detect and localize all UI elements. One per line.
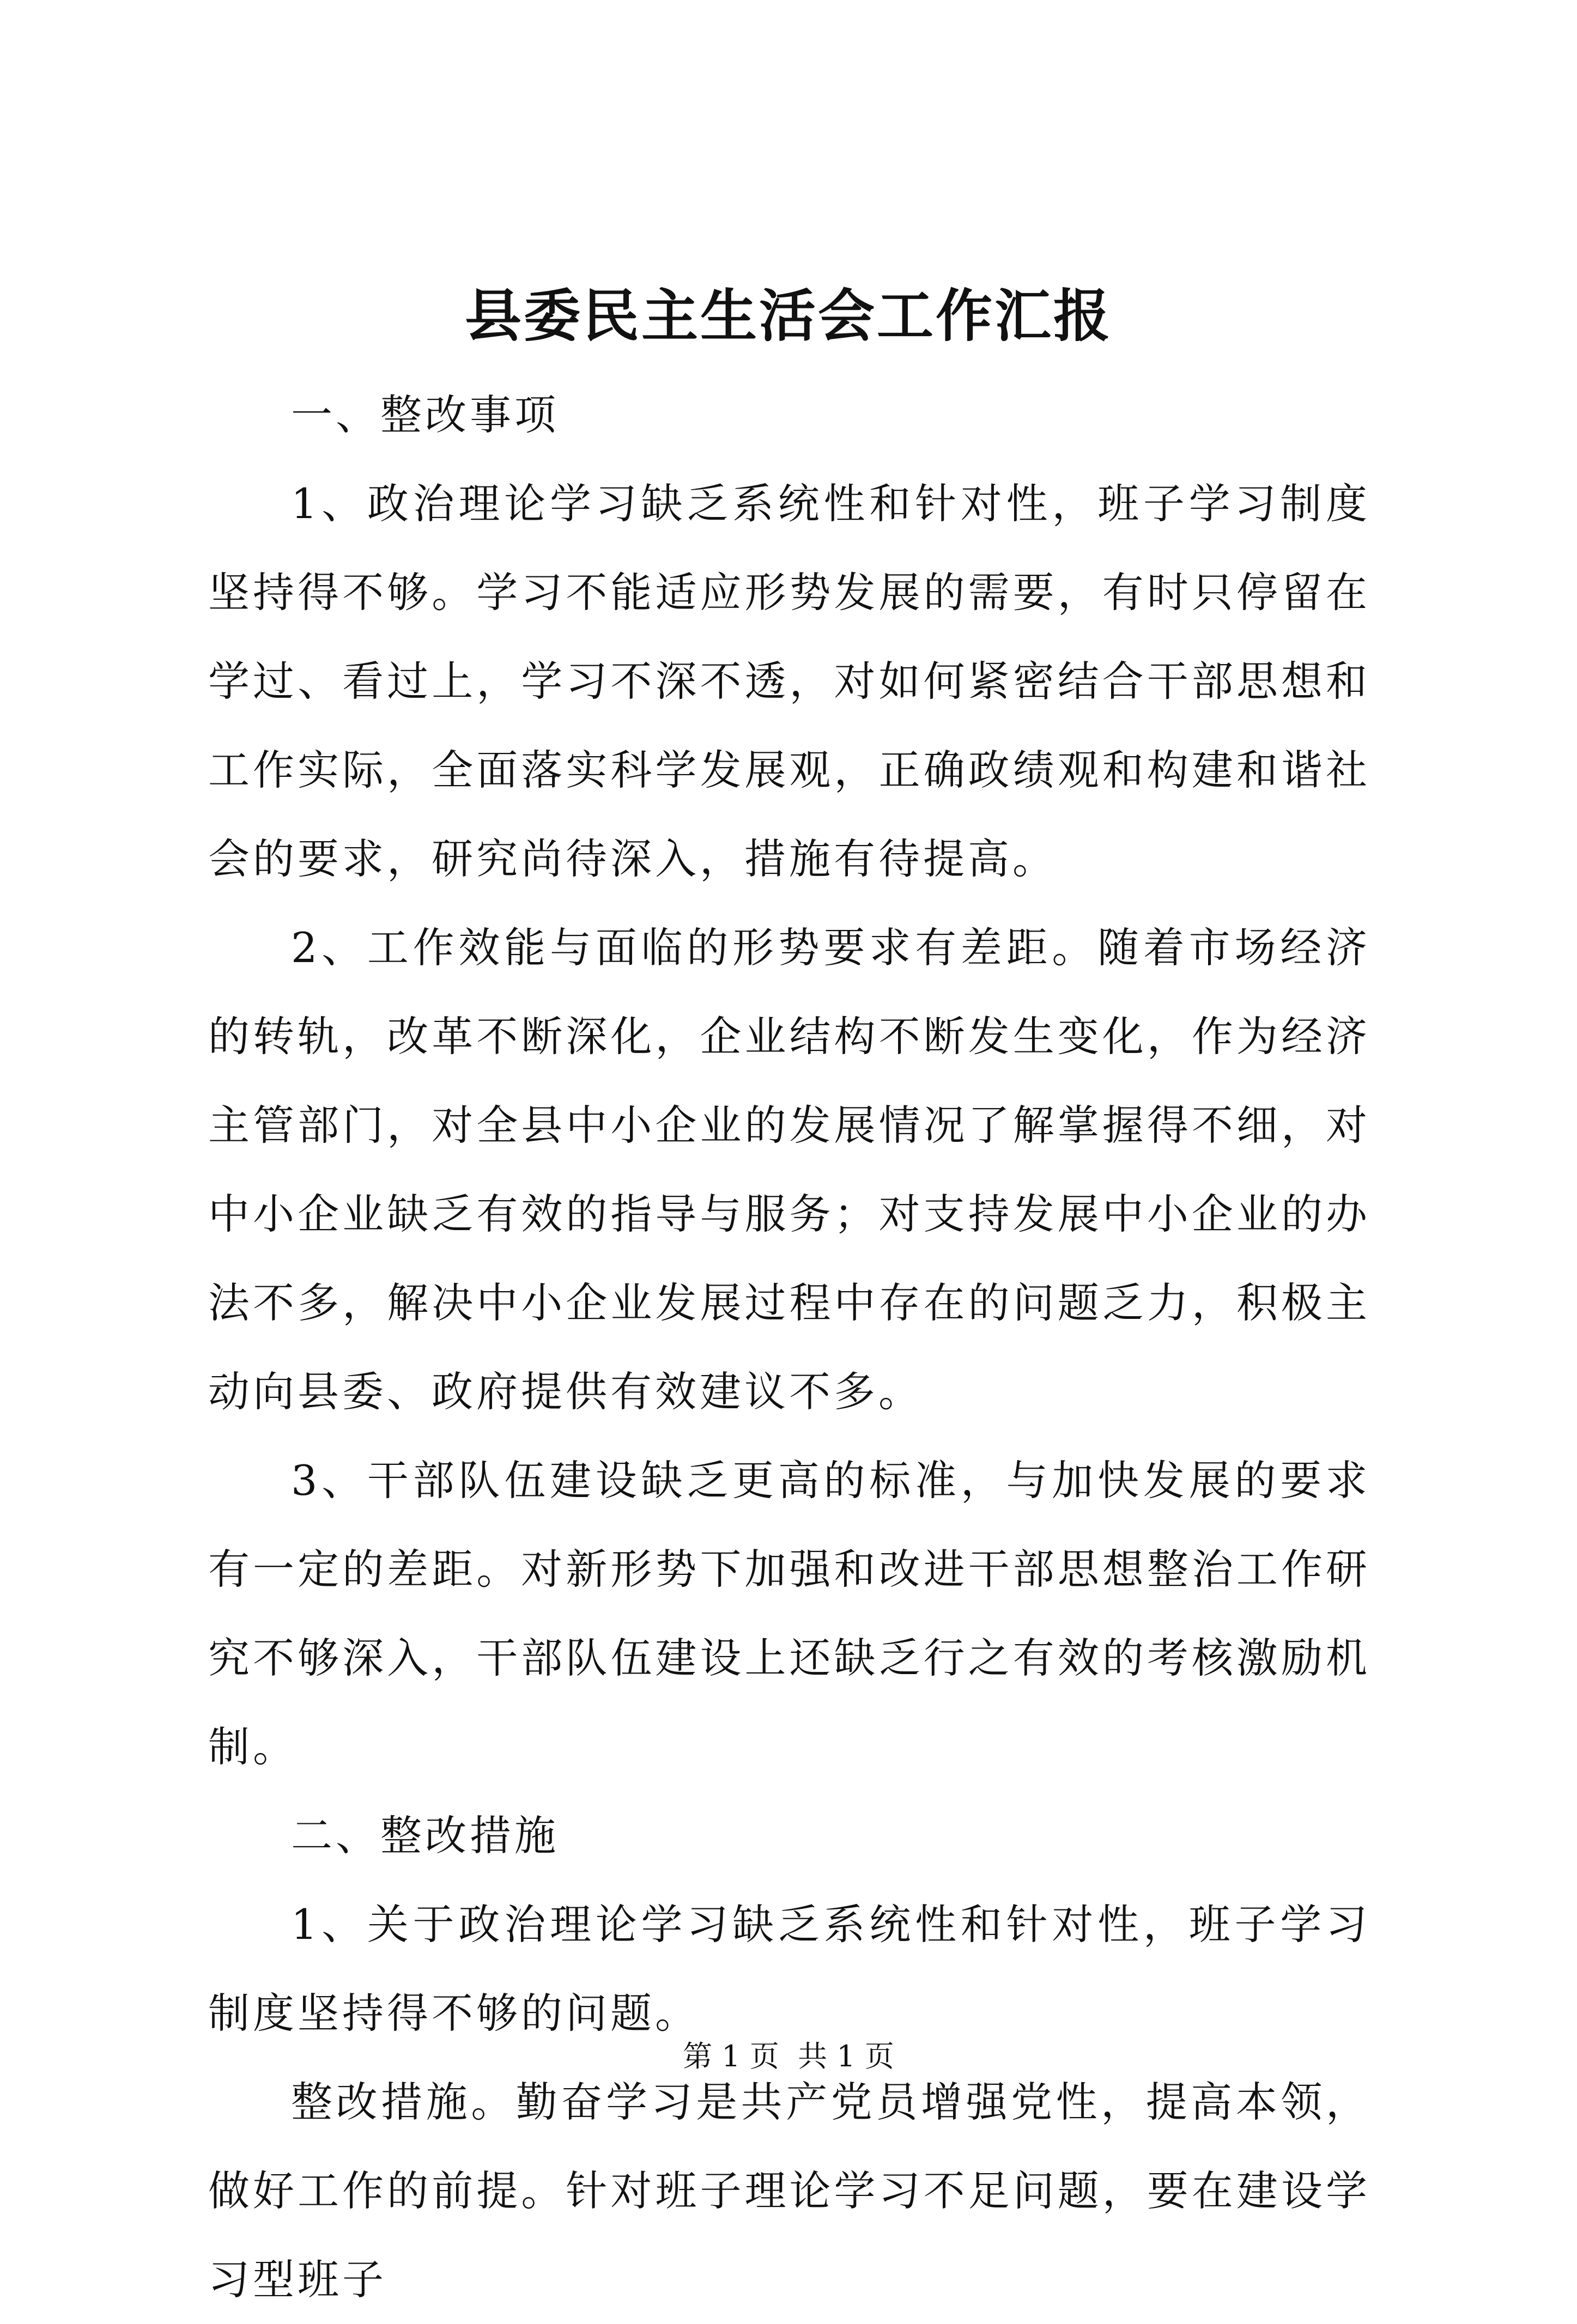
paragraph-item-2: 2、工作效能与面临的形势要求有差距。随着市场经济的转轨，改革不断深化，企业结构不断发生变化，作为经济主管部门，对全县中小企业的发展情况了解掌握得不细，对中小企业缺乏有效的指导与服务；对支持发展中小企业的办法不多，解决中小企业发展过程中存在的问题乏力，积极主动向县委、政府提供有效建议不多。 bbox=[208, 923, 1370, 1416]
section-heading-rectification-measures: 二、整改措施 bbox=[291, 1811, 559, 1860]
page-total: 共 1 页 bbox=[798, 2039, 894, 2073]
page-footer bbox=[0, 2035, 1577, 2078]
paragraph-item-1: 1、政治理论学习缺乏系统性和针对性，班子学习制度坚持得不够。学习不能适应形势发展的需要，有时只停留在学过、看过上，学习不深不透，对如何紧密结合干部思想和工作实际，全面落实科学发展观，正确政绩观和构建和谐社会的要求，研究尚待深入，措施有待提高。 bbox=[208, 479, 1370, 883]
section-heading-rectification-items: 一、整改事项 bbox=[291, 391, 559, 439]
document-title: 县委民主生活会工作汇报 bbox=[464, 282, 1112, 349]
page-number: 第 1 页 bbox=[683, 2039, 779, 2073]
paragraph-item-3: 3、干部队伍建设缺乏更高的标准，与加快发展的要求有一定的差距。对新形势下加强和改进干部思想整治工作研究不够深入，干部队伍建设上还缺乏行之有效的考核激励机制。 bbox=[208, 1456, 1370, 1771]
paragraph-measure-1: 1、关于政治理论学习缺乏系统性和针对性，班子学习制度坚持得不够的问题。 bbox=[208, 1900, 1370, 2037]
document-body bbox=[208, 370, 1370, 2324]
paragraph-measure-detail: 整改措施。勤奋学习是共产党员增强党性，提高本领，做好工作的前提。针对班子理论学习不足问题，要在建设学习型班子 bbox=[208, 2078, 1370, 2304]
